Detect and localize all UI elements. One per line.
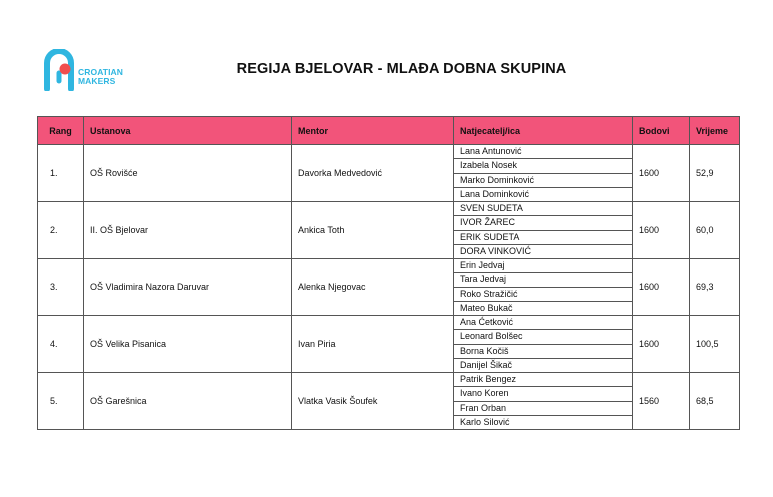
- competitors-list: [454, 259, 632, 315]
- competitor-name: Danijel Šikač: [460, 359, 513, 370]
- competitor-name: Mateo Bukač: [460, 302, 513, 313]
- time-cell: 52,9: [690, 145, 740, 202]
- school-cell: OŠ Rovišće: [84, 145, 292, 202]
- header-mentor: Mentor: [292, 117, 454, 145]
- header-vrijeme: Vrijeme: [690, 117, 740, 145]
- competitor-name: Erin Jedvaj: [454, 259, 632, 273]
- competitor-name: Borna Kočiš: [454, 345, 632, 359]
- competitor-name: Izabela Nosek: [454, 159, 632, 173]
- mentor-cell: Davorka Medvedović: [292, 145, 454, 202]
- header-ustanova: Ustanova: [84, 117, 292, 145]
- time-cell: 69,3: [690, 259, 740, 316]
- table-row: [38, 259, 740, 316]
- points-cell: 1600: [633, 202, 690, 259]
- competitor-name: IVOR ŽAREC: [454, 216, 632, 230]
- points-cell: 1600: [633, 316, 690, 373]
- page-title-text: REGIJA BJELOVAR - MLAĐA DOBNA SKUPINA: [236, 61, 567, 77]
- mentor-cell: Vlatka Vasik Šoufek: [292, 373, 454, 430]
- rank-cell: 2.: [38, 202, 84, 259]
- table-header-row: [38, 117, 740, 145]
- competitors-list: [454, 316, 632, 372]
- points-cell: 1560: [633, 373, 690, 430]
- header-natjecatelji: Natjecatelj/ica: [454, 117, 633, 145]
- rank-cell: 5.: [38, 373, 84, 430]
- header-bodovi: Bodovi: [633, 117, 690, 145]
- competitors-cell: [454, 259, 633, 316]
- competitor-name: Lana Antunović: [454, 145, 632, 159]
- time-cell: 60,0: [690, 202, 740, 259]
- time-cell: 100,5: [690, 316, 740, 373]
- competitors-cell: [454, 202, 633, 259]
- header-rang: Rang: [38, 117, 84, 145]
- competitor-name: Fran Orban: [454, 402, 632, 416]
- logo-line-2: MAKERS: [78, 76, 116, 86]
- competitors-cell: [454, 316, 633, 373]
- competitor-name: Lana Dominković: [460, 188, 530, 199]
- competitor-name: Tara Jedvaj: [454, 273, 632, 287]
- mentor-cell: Ankica Toth: [292, 202, 454, 259]
- time-cell: 68,5: [690, 373, 740, 430]
- competitors-cell: [454, 373, 633, 430]
- table-row: [38, 145, 740, 202]
- table-row: [38, 316, 740, 373]
- rank-cell: 3.: [38, 259, 84, 316]
- rank-cell: 1.: [38, 145, 84, 202]
- mentor-cell: Ivan Piria: [292, 316, 454, 373]
- competitor-name: Marko Dominković: [454, 174, 632, 188]
- competitor-name: Patrik Bengez: [454, 373, 632, 387]
- school-cell: OŠ Vladimira Nazora Daruvar: [84, 259, 292, 316]
- competitors-list: [454, 202, 632, 258]
- competitor-name: Ivano Koren: [454, 387, 632, 401]
- competitor-name: Ana Ćetković: [454, 316, 632, 330]
- mentor-cell: Alenka Njegovac: [292, 259, 454, 316]
- competitors-list: [454, 373, 632, 429]
- competitor-name: Karlo Silović: [460, 416, 510, 427]
- competitor-name: ERIK SUDETA: [454, 231, 632, 245]
- points-cell: 1600: [633, 259, 690, 316]
- results-table: [37, 116, 740, 430]
- competitor-name: SVEN SUDETA: [454, 202, 632, 216]
- competitors-cell: [454, 145, 633, 202]
- logo-line-1: CROATIAN: [78, 67, 124, 77]
- competitor-name: DORA VINKOVIĆ: [460, 245, 532, 256]
- table-row: [38, 202, 740, 259]
- competitor-name: Leonard Bolšec: [454, 330, 632, 344]
- points-cell: 1600: [633, 145, 690, 202]
- rank-cell: 4.: [38, 316, 84, 373]
- competitors-list: [454, 145, 632, 201]
- page-title: [0, 61, 773, 77]
- table-row: [38, 373, 740, 430]
- school-cell: II. OŠ Bjelovar: [84, 202, 292, 259]
- competitor-name: Roko Stražičić: [454, 288, 632, 302]
- school-cell: OŠ Velika Pisanica: [84, 316, 292, 373]
- school-cell: OŠ Garešnica: [84, 373, 292, 430]
